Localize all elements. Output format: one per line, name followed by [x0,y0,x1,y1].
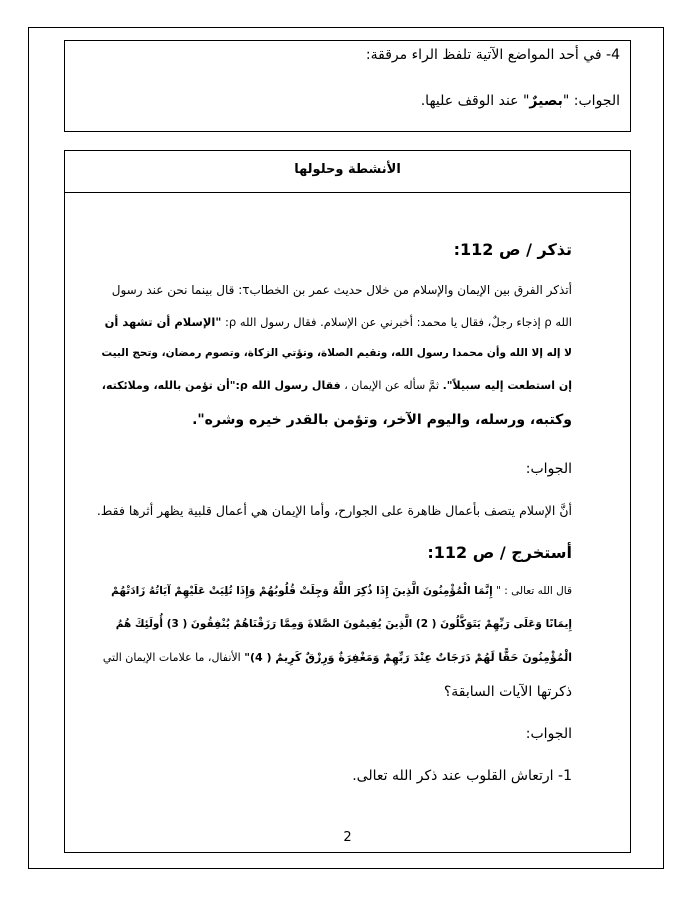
question-answer [421,93,620,109]
remember-line-2-bold: "الإسلام أن تشهد أن [104,315,222,329]
extract-line-3-plain: الأنفال، ما علامات الإيمان التي [102,651,245,664]
question-text: 4- في أحد المواضع الآتية تلفظ الراء مرققة: [365,47,620,63]
extract-answer-label: الجواب: [525,726,572,742]
remember-line-4 [102,379,572,392]
extract-line-3-bold: الْمُؤْمِنُونَ حَقًّا لَهُمْ دَرَجَاتٌ عِنْدَ رَبِّهِمْ وَمَغْفِرَةٌ وَرِزْقٌ كَرِيمٌ ( 4)" [244,651,572,664]
answer-word: بصيرٌ [529,93,563,109]
extract-line-3 [103,651,572,664]
remember-line-4-bold-a: إن استطعت إليه سبيلاً". [442,379,572,392]
extract-answer-item-1: 1- ارتعاش القلوب عند ذكر الله تعالى. [352,768,572,784]
extract-line-4: ذكرتها الآيات السابقة؟ [443,684,572,700]
extract-line-1-plain: قال الله تعالى : " [492,585,572,597]
remember-line-4-bold-b: فقال رسول الله ρ:"أن تؤمن بالله، وملائكته، [101,379,341,392]
extract-line-1-bold: إِنَّمَا الْمُؤْمِنُونَ الَّذِينَ إِذَا ذُكِرَ اللَّهُ وَجِلَتْ قُلُوبُهُمْ وَإِذَا تُلِيَتْ عَلَيْهِمْ آيَاتُهُ زَادَتْهُمْ [111,585,493,597]
remember-answer-label: الجواب: [525,461,572,477]
extract-line-1 [111,585,572,597]
page-number: 2 [343,830,352,845]
remember-line-1: أتذكر الفرق بين الإيمان والإسلام من خلال حديث عمر بن الخطابτ: قال بينما نحن عند رسول [111,283,572,297]
question-box [64,40,631,132]
remember-line-3: لا إله إلا الله وأن محمدا رسول الله، وتقيم الصلاة، وتؤتي الزكاة، وتصوم رمضان، وتحج البيت [101,347,572,359]
remember-answer-text: أنَّ الإسلام يتصف بأعمال ظاهرة على الجوارح، وأما الإيمان هي أعمال قلبية يظهر أثرها فقط. [96,503,572,518]
remember-line-4-plain: ثمَّ سأله عن الإيمان ، [340,379,443,392]
remember-line-2 [105,315,572,329]
remember-line-5: وكتبه، ورسله، واليوم الآخر، وتؤمن بالقدر خيره وشره". [192,412,572,428]
extract-heading: أستخرج / ص 112: [427,543,572,562]
extract-line-2: إِيمَانًا وَعَلَى رَبِّهِمْ يَتَوَكَّلُونَ ( 2) الَّذِينَ يُقِيمُونَ الصَّلاةَ وَمِمَّا رَزَقْنَاهُمْ يُنْفِقُونَ ( 3) أُولَئِكَ هُمُ [115,618,572,630]
answer-suffix: " عند الوقف عليها. [420,93,530,109]
activities-header: الأنشطة وحلولها [65,151,630,193]
remember-line-2-plain: الله ρ إذجاء رجلٌ، فقال يا محمد: أخبرني عن الإسلام. فقال رسول الله ρ: [221,315,572,329]
activities-box [64,150,631,853]
remember-heading: تذكر / ص 112: [453,240,572,259]
answer-prefix: الجواب: " [562,93,620,109]
